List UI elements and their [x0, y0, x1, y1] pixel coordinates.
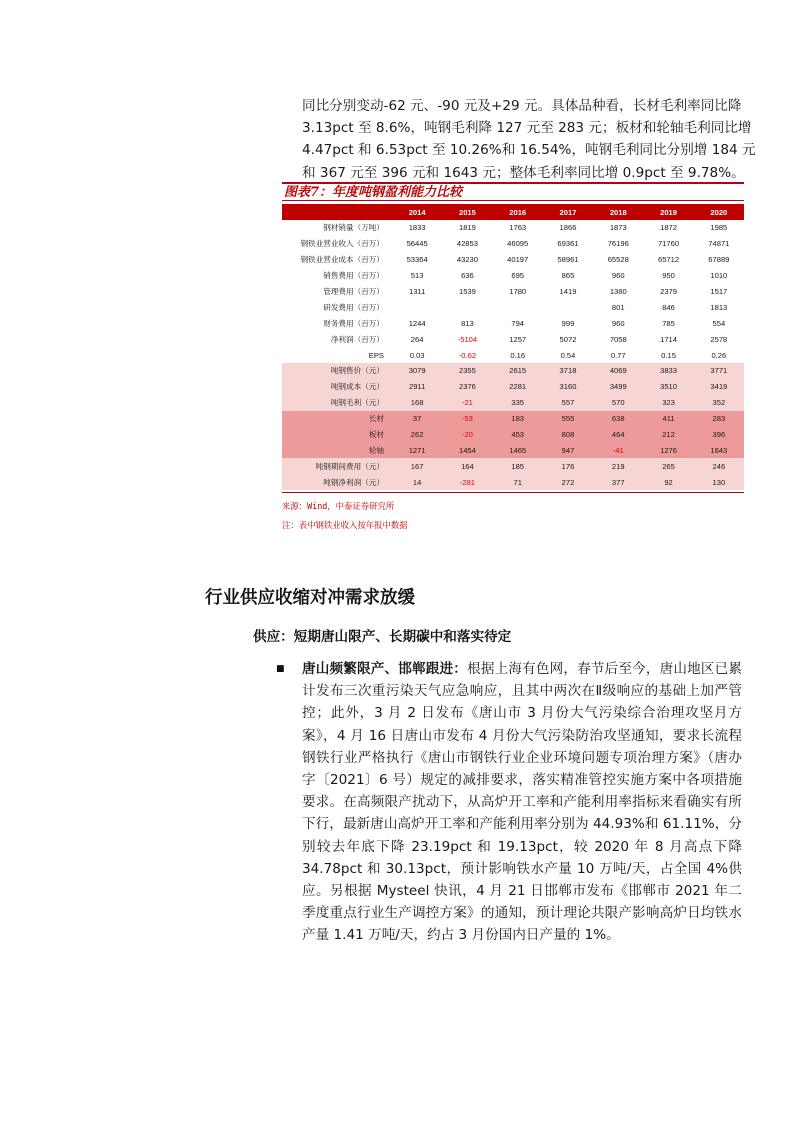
- table-cell: 960: [611, 318, 625, 328]
- table-cell: 56445: [406, 239, 428, 249]
- row-label: 净利润（百万）: [330, 334, 384, 344]
- row-label: 研发费用（百万）: [323, 302, 384, 312]
- table-row: [282, 331, 744, 347]
- figure-title: 图表7：年度吨钢盈利能力比较: [282, 182, 744, 201]
- table-cell: 554: [712, 318, 726, 328]
- table-cell: 1271: [392, 442, 442, 458]
- table-row: [282, 427, 744, 443]
- table-cell: 176: [543, 458, 593, 474]
- table-cell: 37: [392, 411, 442, 427]
- table-cell: 3771: [694, 363, 744, 379]
- year-header: 2016: [493, 204, 543, 220]
- table-cell: 801: [611, 302, 625, 312]
- intro-line: 3.13pct 至 8.6%，吨钢毛利降 127 元至 283 元；板材和轮轴毛利同比增: [302, 120, 752, 137]
- table-cell: 7058: [609, 334, 627, 344]
- table-cell: 1419: [559, 287, 577, 296]
- table-row: [282, 411, 744, 427]
- table-cell: 1276: [643, 442, 693, 458]
- table-cell: 0.26: [711, 350, 727, 360]
- row-label: 吨钢售价（元）: [282, 363, 392, 379]
- bullet-body: 根据上海有色网，春节后至今，唐山地区已累计发布三次重污染天气应急响应，且其中两次在Ⅱ级响应的基础上加严管控；此外，3 月 2 日发布《唐山市 3 月份大气污染综合治理攻坚月方案》，4 月 16 日唐山市发布 4 月份大气污染防治攻坚通知，要求长流程钢铁行业严格执行《唐山市钢铁行业企业环境问题专项治理方案》（唐办字〔2021〕6 号）规定的减排要求，落实精准管控实施方案中各项措施要求。在高频限产扰动下，从高炉开工率和产能利用率指标来看确实有所下行，最新唐山高炉开工率和产能利用率分别为 44.93%和 61.11%，分别较去年底下降 23.19pct 和 19.13pct，较 2020 年 8 月高点下降 34.78pct 和 30.13pct，预计影响铁水产量 10 万吨/天，占全国 4%供应。另根据 Mysteel 快讯，4 月 21 日邯郸市发布《邯郸市 2021 年二季度重点行业生产调控方案》的通知，预计理论共限产影响高炉日均铁水产量 1.41 万吨/天，约占 3 月份国内日产量的 1%。: [302, 661, 743, 944]
- table-row: [282, 299, 744, 315]
- table-cell: 636: [461, 271, 474, 281]
- table-row: [282, 315, 744, 331]
- table-cell: 0.15: [661, 350, 676, 360]
- table-cell: 1763: [509, 223, 527, 233]
- table-cell: 1257: [509, 334, 527, 344]
- table-cell: 813: [461, 318, 474, 328]
- table-cell: 0.54: [560, 350, 576, 360]
- table-cell: 264: [410, 334, 424, 344]
- table-cell: 164: [442, 458, 492, 474]
- table-cell: 352: [694, 395, 744, 411]
- table-cell: 53364: [406, 255, 428, 265]
- table-row: [282, 458, 744, 474]
- table-cell: [543, 299, 593, 315]
- table-cell: 71760: [657, 239, 680, 249]
- table-row: [282, 347, 744, 363]
- table-cell: 40197: [507, 255, 529, 265]
- table-cell: 168: [392, 395, 442, 411]
- table-cell: 1010: [710, 271, 728, 281]
- table-cell: 335: [493, 395, 543, 411]
- table-row: [282, 442, 744, 458]
- bullet-square-icon: ■: [276, 664, 285, 674]
- table-cell: 167: [392, 458, 442, 474]
- table-cell: 246: [694, 458, 744, 474]
- row-label: 吨钢期间费用（元）: [282, 458, 392, 474]
- row-label: 钢铁业营业收入（百万）: [300, 239, 384, 249]
- table-cell: 46095: [507, 239, 529, 249]
- table-cell: 1643: [694, 442, 744, 458]
- table-cell: 67889: [708, 255, 730, 265]
- table-cell: 638: [593, 411, 643, 427]
- table-cell: 396: [694, 427, 744, 443]
- table-cell: 4069: [593, 363, 643, 379]
- year-header: 2014: [392, 204, 442, 220]
- table-cell: 846: [662, 302, 675, 312]
- table-cell: 1985: [710, 223, 728, 233]
- table-cell: 2281: [493, 379, 543, 395]
- intro-line: 4.47pct 和 6.53pct 至 10.26%和 16.54%，吨钢毛利同比分别增 184 元: [302, 142, 756, 159]
- table-row: [282, 395, 744, 411]
- table-cell: 65528: [607, 255, 629, 265]
- table-cell: 794: [511, 318, 525, 328]
- table-cell: 3718: [543, 363, 593, 379]
- table-cell: 92: [643, 474, 693, 490]
- table-cell: 262: [392, 427, 442, 443]
- intro-line: 同比分别变动-62 元、-90 元及+29 元。具体品种看，长材毛利率同比降: [302, 98, 742, 114]
- table-cell: 950: [662, 271, 675, 281]
- table-cell: 1454: [442, 442, 492, 458]
- table-cell: 74871: [708, 239, 730, 249]
- year-header: 2017: [543, 204, 593, 220]
- table-cell: 219: [593, 458, 643, 474]
- table-cell: 2376: [442, 379, 492, 395]
- intro-line: 和 367 元至 396 元和 1643 元；整体毛利率同比增 0.9pct 至 9.78%。: [302, 164, 745, 181]
- table-cell: 947: [543, 442, 593, 458]
- table-cell: -21: [442, 395, 492, 411]
- table-cell: 2578: [710, 334, 728, 344]
- table-cell: 1714: [660, 334, 677, 344]
- table-cell: 185: [493, 458, 543, 474]
- table-cell: -53: [442, 411, 492, 427]
- intro-paragraph: [302, 95, 756, 184]
- table-cell: 377: [593, 474, 643, 490]
- table-cell: 1311: [408, 287, 426, 296]
- table-cell: -5104: [457, 334, 478, 344]
- table-cell: 3079: [392, 363, 442, 379]
- table-cell: 71: [493, 474, 543, 490]
- bullet-lead: 唐山频繁限产、邯郸跟进：: [302, 661, 468, 677]
- bullet-paragraph: [302, 658, 742, 947]
- table-cell: 2911: [392, 379, 442, 395]
- table-cell: 1873: [609, 223, 627, 233]
- table-cell: 865: [561, 271, 575, 281]
- table-cell: 570: [593, 395, 643, 411]
- year-header: 2018: [593, 204, 643, 220]
- table-cell: 1517: [710, 287, 728, 296]
- table-cell: 14: [392, 474, 442, 490]
- table-cell: 464: [593, 427, 643, 443]
- table-cell: 43230: [456, 255, 478, 265]
- table-cell: 1780: [509, 287, 527, 296]
- table-cell: 69361: [557, 239, 579, 249]
- table-row: [282, 284, 744, 300]
- table-cell: -0.62: [458, 350, 477, 360]
- table-cell: 1539: [458, 287, 476, 296]
- year-header: 2020: [694, 204, 744, 220]
- table-cell: 3510: [643, 379, 693, 395]
- table-cell: 960: [611, 271, 625, 281]
- table-cell: 453: [493, 427, 543, 443]
- table-cell: 1380: [609, 287, 627, 296]
- table-cell: [442, 299, 492, 315]
- table-cell: 283: [694, 411, 744, 427]
- row-label: 钢铁业营业成本（百万）: [300, 255, 384, 265]
- table-cell: 323: [643, 395, 693, 411]
- table-cell: 1872: [660, 223, 677, 233]
- table-row: [282, 474, 744, 490]
- table-cell: 411: [643, 411, 693, 427]
- table-cell: 42853: [456, 239, 478, 249]
- table-cell: 212: [643, 427, 693, 443]
- table-cell: 2355: [442, 363, 492, 379]
- table-header-row: [282, 204, 744, 220]
- table-cell: 265: [643, 458, 693, 474]
- table-cell: 3160: [543, 379, 593, 395]
- row-label: 板材: [282, 427, 392, 443]
- row-label: 吨钢成本（元）: [282, 379, 392, 395]
- row-label: 财务费用（百万）: [323, 318, 384, 328]
- row-label: 吨钢净利润（元）: [282, 474, 392, 490]
- table-cell: 2615: [493, 363, 543, 379]
- table-cell: 1465: [493, 442, 543, 458]
- section-heading: 行业供应收缩对冲需求放缓: [205, 588, 415, 608]
- table-footnote: 注：表中钢铁业收入按年报中数据: [282, 520, 408, 530]
- table-cell: 1819: [458, 223, 476, 233]
- table-bottom-rule: [282, 492, 744, 493]
- table-cell: 183: [493, 411, 543, 427]
- table-cell: 0.16: [510, 350, 526, 360]
- table-cell: 808: [543, 427, 593, 443]
- source-note: 来源：Wind，中泰证券研究所: [282, 501, 395, 511]
- table-cell: 2379: [660, 287, 677, 296]
- table-cell: 272: [543, 474, 593, 490]
- row-label: 轮轴: [282, 442, 392, 458]
- table-cell: -41: [593, 442, 643, 458]
- table-cell: 3833: [643, 363, 693, 379]
- table-cell: 0.03: [409, 350, 425, 360]
- table-cell: [493, 299, 543, 315]
- table-row: [282, 268, 744, 284]
- table-cell: 76196: [607, 239, 629, 249]
- profitability-table: [282, 204, 744, 490]
- table-cell: 999: [561, 318, 575, 328]
- table-cell: 1866: [559, 223, 577, 233]
- table-cell: 513: [410, 271, 424, 281]
- table-row: [282, 252, 744, 268]
- table-cell: 695: [511, 271, 525, 281]
- table-cell: 0.77: [610, 350, 626, 360]
- row-label: 管理费用（百万）: [323, 287, 384, 296]
- subsection-heading: 供应：短期唐山限产、长期碳中和落实待定: [253, 629, 512, 645]
- header-blank: [282, 204, 392, 220]
- row-label: 销售费用（百万）: [323, 271, 384, 281]
- table-cell: 555: [543, 411, 593, 427]
- row-label: 吨钢毛利（元）: [282, 395, 392, 411]
- table-cell: 3419: [694, 379, 744, 395]
- table-cell: 1244: [408, 318, 426, 328]
- table-cell: 1813: [710, 302, 728, 312]
- table-cell: 58961: [557, 255, 579, 265]
- table-cell: 3499: [593, 379, 643, 395]
- table-row: [282, 379, 744, 395]
- table-cell: [392, 299, 442, 315]
- row-label: 钢材销量（万吨）: [323, 223, 384, 233]
- table-cell: -281: [442, 474, 492, 490]
- table-cell: 557: [543, 395, 593, 411]
- row-label: 长材: [282, 411, 392, 427]
- table-cell: 1833: [408, 223, 426, 233]
- table-cell: -20: [442, 427, 492, 443]
- row-label: EPS: [368, 350, 384, 360]
- table-cell: 785: [662, 318, 675, 328]
- year-header: 2015: [442, 204, 492, 220]
- table-row: [282, 220, 744, 236]
- table-cell: 130: [694, 474, 744, 490]
- table-row: [282, 363, 744, 379]
- table-cell: 65712: [657, 255, 680, 265]
- table-cell: 5072: [559, 334, 577, 344]
- year-header: 2019: [643, 204, 693, 220]
- table-row: [282, 236, 744, 252]
